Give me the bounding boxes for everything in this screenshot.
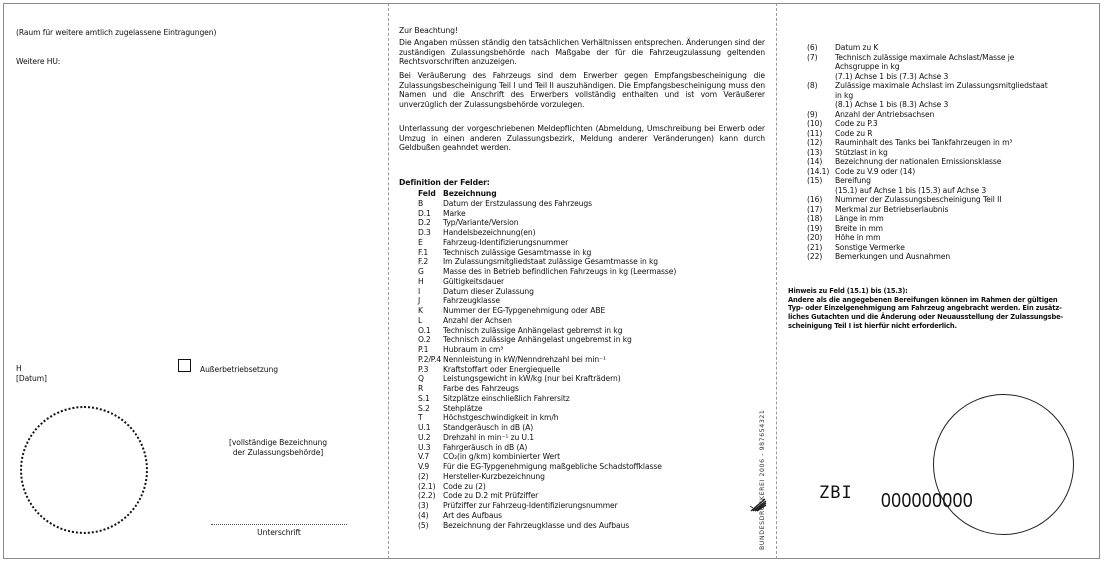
definition-row (418, 482, 758, 492)
field-code (807, 186, 835, 196)
field-code: (10) (807, 119, 823, 128)
definition-row (418, 491, 758, 501)
document-number: 000000000 (881, 490, 974, 512)
field-code: (14.1) (807, 166, 830, 176)
definition-row (807, 129, 1097, 139)
field-code (807, 62, 835, 72)
field-description: Stützlast in kg (835, 147, 888, 157)
field-description: Breite in mm (835, 223, 883, 233)
field-code: F.1 (418, 247, 429, 257)
field-description: Datum zu K (835, 43, 879, 52)
definition-row (418, 199, 758, 209)
definition-row (418, 218, 758, 228)
definition-row (418, 296, 758, 306)
field-code: (14) (807, 157, 823, 166)
field-code (807, 91, 835, 101)
definition-row (807, 205, 1097, 215)
field-code: (2) (418, 471, 429, 481)
tire-note-line: Andere als die angegebenen Bereifungen können im Rahmen der gültigen (788, 295, 1058, 304)
field-description: Leistungsgewicht in kW/kg (nur bei Krafträdern) (443, 374, 621, 384)
field-description: Fahrgeräusch in dB (A) (443, 442, 528, 452)
field-code: B (418, 198, 424, 208)
definition-row (418, 248, 758, 258)
definition-row (807, 100, 1097, 110)
field-description: Masse des in Betrieb befindlichen Fahrzeugs in kg (Leermasse) (443, 267, 677, 276)
field-description: Typ/Variante/Version (443, 218, 519, 228)
definition-row (418, 384, 758, 394)
field-code: D.2 (418, 218, 431, 228)
definition-row (807, 195, 1097, 205)
definitions-header (418, 189, 758, 199)
field-description: Drehzahl in min⁻¹ zu U.1 (443, 432, 535, 442)
field-code: (5) (418, 520, 429, 530)
field-code: S.2 (418, 403, 430, 413)
definition-row (418, 335, 758, 345)
definition-row (807, 214, 1097, 224)
definition-row (807, 243, 1097, 253)
field-description: Stehplätze (443, 403, 483, 413)
field-code: D.1 (418, 208, 431, 218)
field-code: F.2 (418, 257, 429, 267)
definition-row (807, 91, 1097, 101)
official-stamp-area (20, 406, 148, 534)
field-description: Technisch zulässige maximale Achslast/Masse je (835, 52, 1015, 62)
definition-row (807, 72, 1097, 82)
definition-row (418, 277, 758, 287)
field-code: E (418, 237, 423, 247)
field-description: Datum dieser Zulassung (443, 286, 534, 296)
notice-paragraph-2: Bei Veräußerung des Fahrzeugs sind dem Erwerber gegen Empfangsbescheinigung die Zulassungsbescheinigung Teil I und Teil II auszuhändigen. Die Empfangsbescheinigung muss den Namen und die Anschrift des Erwerbers vollständig enthalten und ist vom Veräußerer unverzüglich der Zulassungsbehörde vorzulegen. (399, 71, 765, 109)
field-code: D.3 (418, 228, 431, 237)
field-description: Zulässige maximale Achslast im Zulassungsmitgliedstaat (835, 81, 1048, 90)
field-definitions-continued (807, 43, 1097, 262)
definition-row (807, 167, 1097, 177)
definitions-title: Definition der Felder: (399, 178, 490, 187)
field-code: P.1 (418, 345, 429, 354)
field-code: (17) (807, 204, 823, 214)
definition-row (807, 43, 1097, 53)
definition-row (807, 62, 1097, 72)
definition-row (418, 501, 758, 511)
field-description: Fahrzeug-Identifizierungsnummer (443, 237, 569, 247)
field-description: Art des Aufbaus (443, 510, 502, 520)
field-description: Code zu P.3 (835, 119, 878, 128)
field-code: (3) (418, 501, 429, 510)
definition-row (807, 138, 1097, 148)
field-code: (20) (807, 233, 823, 242)
definition-row (418, 511, 758, 521)
field-description: Code zu (2) (443, 481, 486, 491)
field-code: T (418, 413, 423, 423)
field-code: (19) (807, 223, 823, 233)
tire-note-line: liches Gutachten und die Änderung oder Neuausstellung der Zulassungsbe- (788, 313, 1064, 322)
tire-note-line: Typ- oder Einzelgenehmigung am Fahrzeug angebracht werden. Ein zusätz- (788, 304, 1062, 313)
document-prefix: ZBI (819, 483, 853, 503)
definition-row (807, 110, 1097, 120)
field-code: (2.2) (418, 491, 436, 501)
definition-row (807, 53, 1097, 63)
field-code: (13) (807, 147, 823, 157)
definition-row (807, 252, 1097, 262)
field-code: R (418, 384, 424, 393)
printer-imprint (757, 372, 771, 552)
definition-row (418, 472, 758, 482)
fold-line-right (776, 3, 777, 559)
notice-paragraph-1: Die Angaben müssen ständig den tatsächlichen Verhältnissen entsprechen. Änderungen sind der zuständigen Zulassungsbehörde nach Maßgabe der für die Fahrzeugzulassung geltenden Rechtsvorschriften anzuzeigen. (399, 38, 765, 67)
field-description: Hersteller-Kurzbezeichnung (443, 471, 545, 481)
federal-eagle-logo-icon (749, 497, 767, 513)
definition-row (418, 209, 758, 219)
field-description: Datum der Erstzulassung des Fahrzeugs (443, 198, 592, 208)
definition-row (418, 345, 758, 355)
definition-row (418, 462, 758, 472)
field-code: O.1 (418, 325, 431, 335)
definition-row (807, 148, 1097, 158)
field-code: Q (418, 374, 424, 384)
notice-paragraph-3: Unterlassung der vorgeschriebenen Meldepflichten (Abmeldung, Umschreibung bei Erwerb oder Umzug in einen anderen Zulassungsbezirk, Meldung anderer Veränderungen) kann durch Geldbußen geahndet werden. (399, 124, 765, 153)
authority-label-line2: der Zulassungsbehörde] (232, 448, 324, 457)
field-code: V.7 (418, 452, 430, 462)
field-code (807, 100, 835, 110)
field-description: Nummer der Zulassungsbescheinigung Teil II (835, 195, 1002, 204)
further-entries-label: (Raum für weitere amtlich zugelassene Eintragungen) (16, 28, 217, 37)
definition-row (418, 238, 758, 248)
definition-row (418, 394, 758, 404)
field-code: U.3 (418, 442, 431, 452)
tire-note-title: Hinweis zu Feld (15.1) bis (15.3): (788, 287, 908, 295)
field-code: U.2 (418, 432, 431, 442)
field-code: (2.1) (418, 481, 436, 491)
field-code: L (418, 315, 423, 325)
field-code: U.1 (418, 423, 431, 432)
signature-label: Unterschrift (257, 528, 301, 537)
field-description: Bezeichnung der nationalen Emissionsklasse (835, 157, 1002, 166)
header-description: Bezeichnung (443, 189, 497, 198)
field-code: (21) (807, 242, 823, 252)
field-code: G (418, 267, 424, 276)
definition-row (807, 119, 1097, 129)
field-description: Code zu D.2 mit Prüfziffer (443, 491, 539, 501)
definition-row (418, 433, 758, 443)
definition-row (807, 81, 1097, 91)
definition-row (418, 257, 758, 267)
field-description: Kraftstoffart oder Energiequelle (443, 364, 560, 374)
field-description: Bezeichnung der Fahrzeugklasse und des Aufbaus (443, 520, 630, 530)
definition-row (418, 521, 758, 531)
field-description: Fahrzeugklasse (443, 296, 500, 306)
definition-row (418, 306, 758, 316)
h-field-label: H (16, 364, 22, 373)
field-code: J (418, 296, 421, 306)
field-description: Farbe des Fahrzeugs (443, 384, 519, 393)
field-description: Code zu V.9 oder (14) (835, 166, 916, 176)
definition-row (807, 157, 1097, 167)
field-description: CO₂(in g/km) kombinierter Wert (443, 452, 561, 462)
field-description: Technisch zulässige Gesamtmasse in kg (443, 247, 592, 257)
field-code: P.3 (418, 364, 429, 374)
field-code: (9) (807, 109, 818, 119)
definition-row (418, 267, 758, 277)
field-code (807, 72, 835, 82)
field-code: I (418, 286, 421, 296)
field-code: (15) (807, 176, 823, 185)
header-field: Feld (418, 189, 436, 198)
field-code: P.2/P.4 (418, 354, 442, 364)
imprint-text: BUNDESDRUCKEREI 2006 - 987654321 (759, 409, 766, 550)
field-description: Anzahl der Achsen (443, 315, 512, 325)
field-code: V.9 (418, 462, 430, 471)
definition-row (807, 233, 1097, 243)
date-label: [Datum] (16, 374, 47, 383)
field-description: Merkmal zur Betriebserlaubnis (835, 204, 949, 214)
notice-title: Zur Beachtung! (399, 26, 458, 35)
field-definitions-list (418, 189, 758, 530)
definition-row (418, 365, 758, 375)
deregistration-checkbox[interactable] (178, 359, 191, 372)
field-description: Gültigkeitsdauer (443, 276, 505, 286)
definition-row (418, 443, 758, 453)
deregistration-label: Außerbetriebsetzung (200, 365, 278, 374)
definition-row (807, 176, 1097, 186)
definition-row (418, 404, 758, 414)
field-description: Bereifung (835, 176, 871, 185)
field-description: Sitzplätze einschließlich Fahrersitz (443, 393, 570, 403)
field-description: Handelsbezeichnung(en) (443, 228, 536, 237)
definition-row (418, 287, 758, 297)
authority-label-line1: [vollständige Bezeichnung (229, 438, 327, 447)
field-code: (4) (418, 510, 429, 520)
definition-row (807, 224, 1097, 234)
field-code: K (418, 306, 423, 315)
definition-row (418, 374, 758, 384)
field-description: Hubraum in cm³ (443, 345, 504, 354)
field-description: Marke (443, 208, 466, 218)
field-description: Für die EG-Typgenehmigung maßgebliche Schadstoffklasse (443, 462, 662, 471)
field-description: Nummer der EG-Typgenehmigung oder ABE (443, 306, 606, 315)
field-description: (7.1) Achse 1 bis (7.3) Achse 3 (835, 71, 949, 81)
field-description: Höchstgeschwindigkeit in km/h (443, 413, 559, 423)
further-hu-label: Weitere HU: (16, 57, 61, 66)
field-code: H (418, 276, 424, 286)
field-code: (11) (807, 128, 823, 138)
definition-row (418, 413, 758, 423)
field-description: Nennleistung in kW/Nenndrehzahl bei min⁻¹ (443, 354, 606, 364)
definition-row (418, 423, 758, 433)
field-description: in kg (835, 90, 854, 100)
field-description: Technisch zulässige Anhängelast gebremst in kg (443, 325, 623, 335)
field-description: Achsgruppe in kg (835, 62, 900, 71)
field-description: Länge in mm (835, 214, 884, 223)
field-code: (22) (807, 252, 823, 261)
field-code: (7) (807, 52, 818, 62)
field-description: Im Zulassungsmitgliedstaat zulässige Gesamtmasse in kg (443, 257, 659, 267)
field-code: O.2 (418, 335, 431, 345)
definition-row (418, 452, 758, 462)
signature-line (211, 524, 347, 525)
field-code: (18) (807, 214, 823, 223)
field-description: (8.1) Achse 1 bis (8.3) Achse 3 (835, 100, 949, 109)
definition-row (418, 316, 758, 326)
definition-row (807, 186, 1097, 196)
fold-line-left (388, 3, 389, 559)
definition-row (418, 355, 758, 365)
field-description: Technisch zulässige Anhängelast ungebremst in kg (443, 335, 632, 345)
field-code: S.1 (418, 393, 430, 403)
field-code: (12) (807, 138, 823, 147)
field-description: (15.1) auf Achse 1 bis (15.3) auf Achse 3 (835, 185, 987, 195)
field-code: (16) (807, 195, 823, 204)
definition-row (418, 326, 758, 336)
field-description: Code zu R (835, 128, 873, 138)
seal-circle (933, 394, 1074, 535)
field-description: Rauminhalt des Tanks bei Tankfahrzeugen in m³ (835, 138, 1013, 147)
field-description: Standgeräusch in dB (A) (443, 423, 534, 432)
field-description: Höhe in mm (835, 233, 881, 242)
field-description: Prüfziffer zur Fahrzeug-Identifizierungsnummer (443, 501, 618, 510)
field-code: (8) (807, 81, 818, 90)
tire-note-line: scheinigung Teil I ist hierfür nicht erforderlich. (788, 321, 957, 330)
tire-note (788, 287, 1100, 331)
definition-row (418, 228, 758, 238)
field-description: Sonstige Vermerke (835, 242, 905, 252)
field-code: (6) (807, 43, 818, 52)
field-description: Anzahl der Antriebsachsen (835, 109, 935, 119)
field-description: Bemerkungen und Ausnahmen (835, 252, 951, 261)
